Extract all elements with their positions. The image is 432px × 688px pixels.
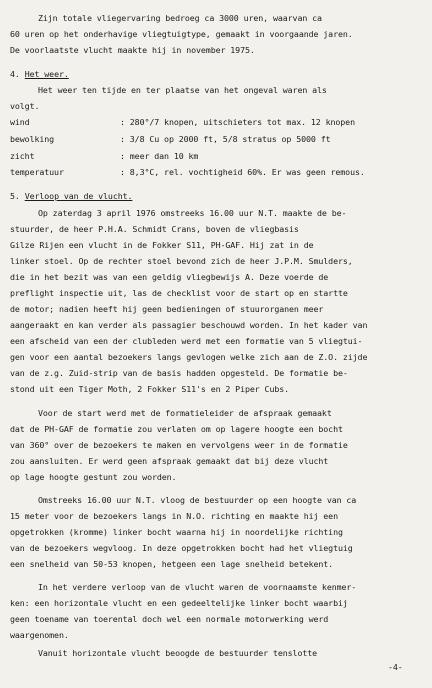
section-4-heading (10, 66, 69, 82)
paragraph-line: In het verdere verloop van de vlucht waren de voornaamste kenmer- (38, 582, 357, 592)
paragraph-line: Gilze Rijen een vlucht in de Fokker S11, PH-GAF. Hij zat in de (10, 240, 314, 250)
paragraph-line: ken: een horizontale vlucht en een gedeeltelijke linker bocht waarbij (10, 598, 348, 608)
paragraph-line: opgetrokken (kromme) linker bocht waarna hij in noordelijke richting (10, 527, 343, 537)
paragraph-line: die in het bezit was van een geldig vliegbewijs A. Deze voerde de (10, 272, 329, 282)
paragraph-line: waargenomen. (10, 630, 69, 640)
weather-label: temperatuur (10, 167, 64, 177)
paragraph-line: op lage hoogte gestunt zou worden. (10, 472, 177, 482)
section-5-heading (10, 188, 132, 204)
paragraph-line: Het weer ten tijde en ter plaatse van het ongeval waren als (38, 85, 327, 95)
paragraph-line: geen toename van toerental doch wel een normale motorwerking werd (10, 614, 329, 624)
intro-line: De voorlaatste vlucht maakte hij in november 1975. (10, 45, 255, 55)
section-number: 4. (10, 69, 20, 79)
paragraph-line: volgt. (10, 101, 40, 111)
section-number: 5. (10, 191, 20, 201)
weather-label: wind (10, 117, 30, 127)
weather-label: bewolking (10, 134, 55, 144)
weather-value: : 8,3°C, rel. vochtigheid 60%. Er was geen remous. (120, 167, 365, 177)
paragraph-line: de motor; nadien heeft hij geen bedieningen of stuurorganen meer (10, 304, 324, 314)
paragraph-line: stond uit een Tiger Moth, 2 Fokker S11's en 2 Piper Cubs. (10, 384, 290, 394)
paragraph-line: Vanuit horizontale vlucht beoogde de bestuurder tenslotte (38, 648, 318, 658)
page-number: -4- (388, 662, 403, 672)
paragraph-line: zou aansluiten. Er werd geen afspraak gemaakt dat bij deze vlucht (10, 456, 329, 466)
paragraph-line: van de z.g. Zuid-strip van de basis hadden opgesteld. De formatie be- (10, 368, 348, 378)
paragraph-line: van 360° over de bezoekers te maken en vervolgens weer in de formatie (10, 440, 348, 450)
paragraph-line: stuurder, de heer P.H.A. Schmidt Crans, boven de vliegbasis (10, 224, 299, 234)
paragraph-line: dat de PH-GAF de formatie zou verlaten om op lagere hoogte een bocht (10, 424, 343, 434)
paragraph-line: gen voor een aantal bezoekers langs gevlogen welke zich aan de Z.O. zijde (10, 352, 368, 362)
paragraph-line: preflight inspectie uit, las de checklist voor de start op en startte (10, 288, 348, 298)
section-title: Verloop van de vlucht. (24, 191, 133, 201)
paragraph-line: een snelheid van 50-53 knopen, hetgeen een lage snelheid betekent. (10, 559, 334, 569)
paragraph-line: Omstreeks 16.00 uur N.T. vloog de bestuurder op een hoogte van ca (38, 495, 357, 505)
paragraph-line: Op zaterdag 3 april 1976 omstreeks 16.00 uur N.T. maakte de be- (38, 208, 347, 218)
paragraph-line: een afscheid van een der clubleden werd met een formatie van 5 vliegtui- (10, 336, 363, 346)
weather-value: : 280°/7 knopen, uitschieters tot max. 12 knopen (120, 117, 355, 127)
intro-line: 60 uren op het onderhavige vliegtuigtype, gemaakt in voorgaande jaren. (10, 29, 353, 39)
weather-value: : meer dan 10 km (120, 151, 199, 161)
weather-label: zicht (10, 151, 35, 161)
intro-line: Zijn totale vliegervaring bedroeg ca 3000 uren, waarvan ca (38, 13, 322, 23)
paragraph-line: linker stoel. Op de rechter stoel bevond zich de heer J.P.M. Smulders, (10, 256, 353, 266)
paragraph-line: Voor de start werd met de formatieleider de afspraak gemaakt (38, 408, 332, 418)
paragraph-line: aangeraakt en kan verder als passagier beschouwd worden. In het kader van (10, 320, 368, 330)
section-title: Het weer. (24, 69, 69, 79)
paragraph-line: van de bezoekers wegvloog. In deze opgetrokken bocht had het vliegtuig (10, 543, 353, 553)
weather-value: : 3/8 Cu op 2000 ft, 5/8 stratus op 5000 ft (120, 134, 331, 144)
paragraph-line: 15 meter voor de bezoekers langs in N.O. richting en maakte hij een (10, 511, 338, 521)
